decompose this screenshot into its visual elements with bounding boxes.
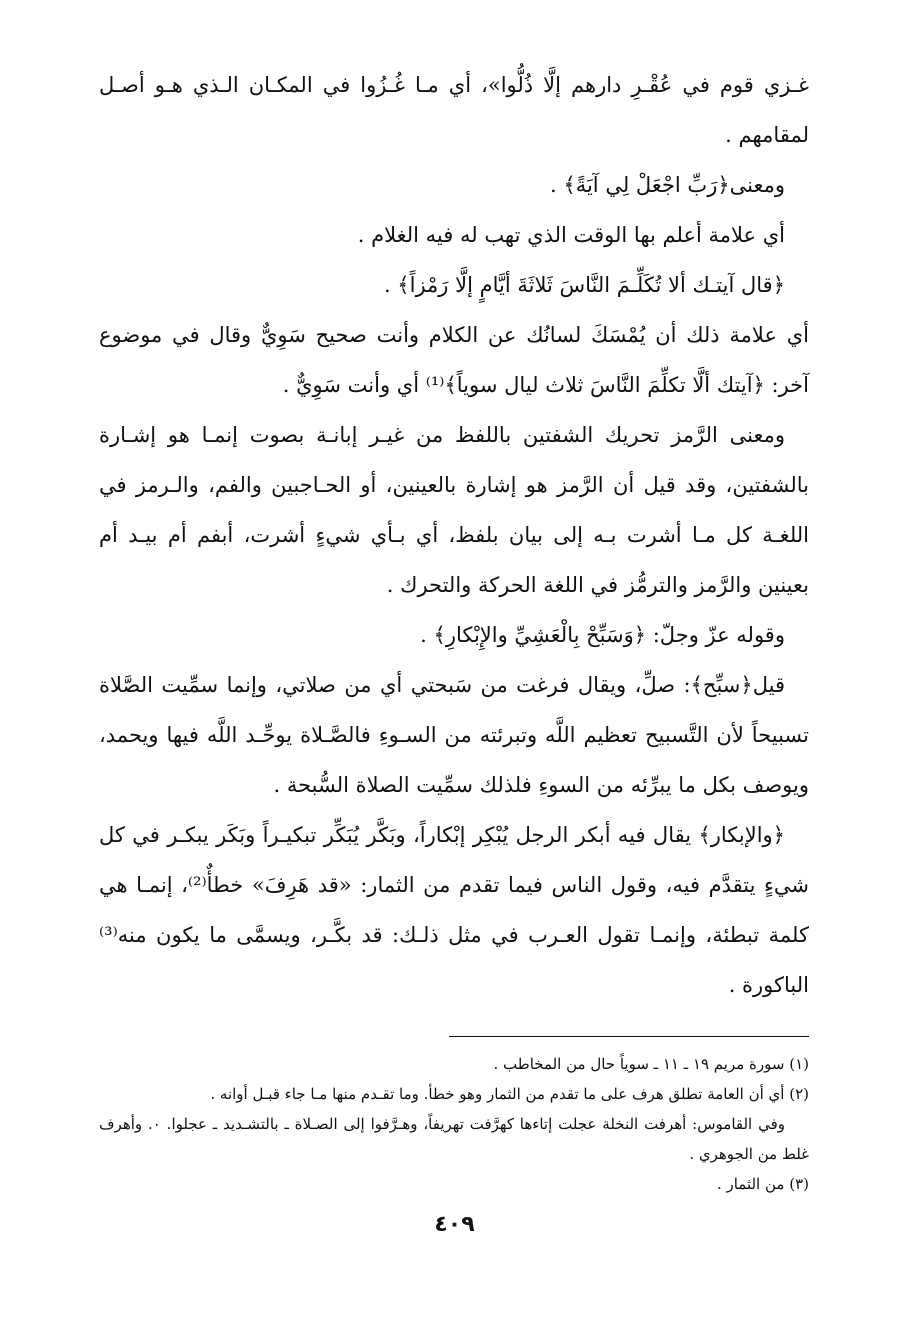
paragraph-1: غـزي قوم في عُقْـرِ دارهم إلَّا ذُلُّوا»، أي مـا غُـزُوا في المكـان الـذي هـو أصـل لمقامهم . <box>99 73 809 147</box>
paragraph-7: وقوله عزّ وجلّ: ﴿وَسَبِّحْ بِالْعَشِيِّ والإِبْكارِ﴾ . <box>420 623 785 647</box>
footnote-1: (١) سورة مريم ١٩ ـ ١١ ـ سوياً حال من المخاطب . <box>493 1055 809 1073</box>
paragraph-8: قيل﴿سبِّح﴾: صلِّ، ويقال فرغت من سَبحتي أي من صلاتي، وإنما سمِّيت الصَّلاة تسبيحاً لأن التَّسبيح تعظيم اللَّه وتبرئته من السـوءِ فالصَّـلاة يوحِّـد اللَّه فيها ويحمد، ويوصف بكل ما يبرِّئه من السوءِ فلذلك سمِّيت الصلاة السُّبحة . <box>99 673 809 797</box>
paragraph-6: ومعنى الرَّمز تحريك الشفتين باللفظ من غيـر إبانـة بصوت إنمـا هو إشـارة بالشفتين، وقد قيل أن الرَّمز هو إشارة بالعينين، أو الحـاجبين والفم، والـرمز في اللغـة كل مـا أشرت بـه إلى بيان بلفظ، أي بـأي شيءٍ أشرت، أبفم أم بيـد أم بعينين والرَّمز والترمُّز في اللغة الحركة والتحرك . <box>99 423 809 597</box>
paragraph-3: أي علامة أعلم بها الوقت الذي تهب له فيه الغلام . <box>357 223 785 247</box>
body-text <box>99 60 809 1010</box>
footnotes <box>99 1049 809 1199</box>
paragraph-5: أي علامة ذلك أن يُمْسَكَ لسانُك عن الكلام وأنت صحيح سَوِيٌّ وقال في موضوع آخر: ﴿آيتك ألَّا تكلِّمَ النَّاسَ ثلاث ليال سوياً﴾⁽¹⁾ أي وأنت سَوِيٌّ . <box>99 323 809 397</box>
paragraph-2: ومعنى﴿رَبِّ اجْعَلْ لِي آيَةً﴾ . <box>550 173 785 197</box>
page-content <box>99 60 809 1199</box>
paragraph-4: ﴿قال آيتـك ألا تُكَلِّـمَ النَّاسَ ثَلاثَةَ أيَّامٍ إلَّا رَمْزاً﴾ . <box>383 273 785 297</box>
footnote-2-continuation: وفي القاموس: أهرفت النخلة عجلت إتاءها كهرَّفت تهريفاً، وهـرَّفوا إلى الصـلاة ـ بالتشـديد ـ عجلوا. ٠. وأهرف غلط من الجوهري . <box>99 1115 809 1163</box>
paragraph-9: ﴿والإبكار﴾ يقال فيه أبكر الرجل يُبْكِر إبْكاراً، وبَكَّر يُبَكِّر تبكيـراً وبَكَر يبكـر في كل شيءٍ يتقدَّم فيه، وقول الناس فيما تقدم من الثمار: «قد هَرِفَ» خطأٌ⁽²⁾، إنمـا هي كلمة تبطئة، وإنمـا تقول العـرب في مثل ذلـك: قد بكَّـر، ويسمَّى ما يكون منه⁽³⁾ الباكورة . <box>99 823 810 997</box>
footnote-2: (٢) أي أن العامة تطلق هرف على ما تقدم من الثمار وهو خطأ. وما تقـدم منها مـا جاء قبـل أوانه . <box>210 1085 809 1103</box>
footnote-3: (٣) من الثمار . <box>716 1175 809 1193</box>
page-number: ٤٠٩ <box>434 1212 475 1237</box>
footnote-divider <box>449 1036 809 1037</box>
